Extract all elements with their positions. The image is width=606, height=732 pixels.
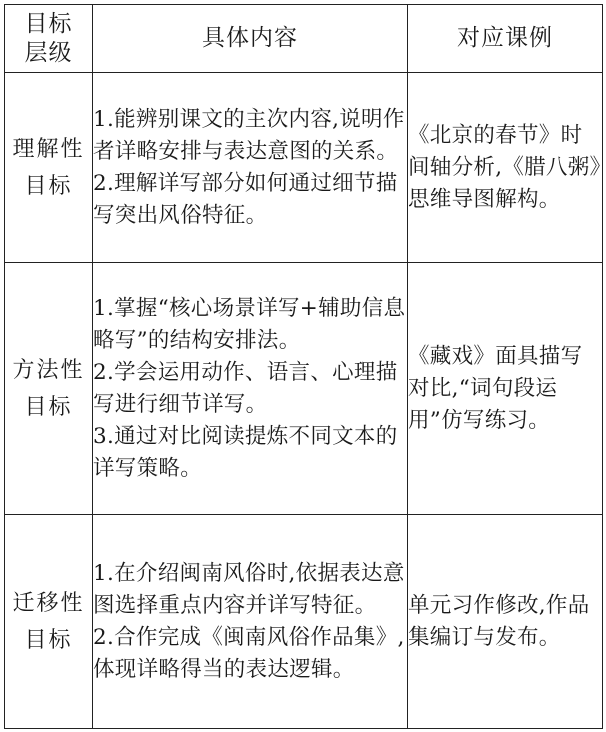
row-level [5,515,93,729]
row-level-line1: 方法性 [12,357,85,383]
header-example: 对应课例 [408,5,603,73]
content-item: 2.合作完成《闽南风俗作品集》,体现详略得当的表达逻辑。 [93,624,405,682]
header-level [5,5,93,73]
row-example: 单元习作修改,作品集编订与发布。 [408,515,603,729]
table-row [5,73,603,263]
content-item: 1.能辨别课文的主次内容,说明作者详略安排与表达意图的关系。 [93,106,405,164]
row-level [5,73,93,263]
row-level-line2: 目标 [24,627,73,653]
row-content [93,263,408,515]
content-item: 1.掌握“核心场景详写+辅助信息略写”的结构安排法。 [93,295,406,353]
row-level-line1: 迁移性 [12,590,85,616]
header-level-line2: 层级 [24,39,73,66]
row-level [5,263,93,515]
row-level-line1: 理解性 [12,136,85,162]
row-level-line2: 目标 [24,173,73,199]
row-example: 《北京的春节》时间轴分析,《腊八粥》思维导图解构。 [408,73,603,263]
row-level-line2: 目标 [24,394,73,420]
content-item: 2.学会运用动作、语言、心理描写进行细节详写。 [93,359,398,417]
content-item: 3.通过对比阅读提炼不同文本的详写策略。 [93,423,398,481]
row-content [93,73,408,263]
table-row [5,263,603,515]
row-example: 《藏戏》面具描写对比,“词句段运用”仿写练习。 [408,263,603,515]
header-row [5,5,603,73]
row-content [93,515,408,729]
header-content: 具体内容 [93,5,408,73]
content-item: 1.在介绍闽南风俗时,依据表达意图选择重点内容并详写特征。 [93,560,405,618]
header-level-line1: 目标 [24,10,73,37]
table-row [5,515,603,729]
goals-table [4,4,603,729]
content-item: 2.理解详写部分如何通过细节描写突出风俗特征。 [93,170,398,228]
